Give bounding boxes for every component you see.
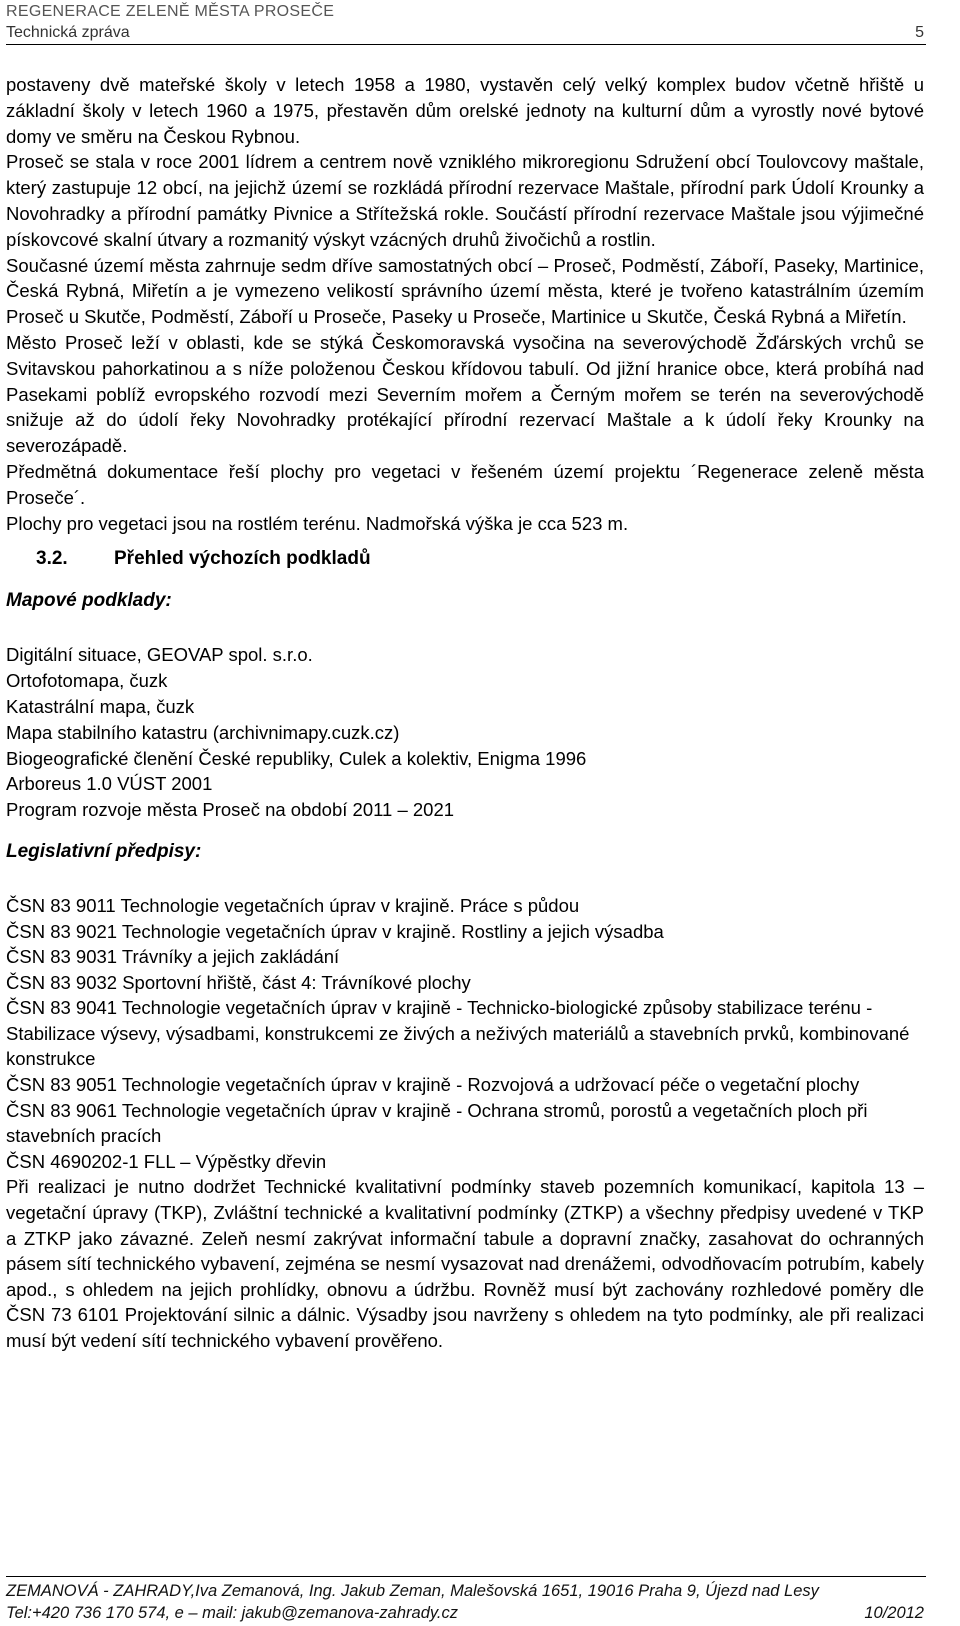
list-item: ČSN 83 9021 Technologie vegetačních úprav v krajině. Rostliny a jejich výsadba [6, 920, 664, 942]
list-item: Mapa stabilního katastru (archivnimapy.cuzk.cz) [6, 721, 400, 743]
list-item: ČSN 83 9032 Sportovní hřiště, část 4: Trávníkové plochy [6, 971, 471, 993]
legislation-list [6, 893, 924, 1175]
footer-company: ZEMANOVÁ - ZAHRADY,Iva Zemanová, Ing. Jakub Zeman, Malešovská 1651, 19016 Praha 9, Újezd nad Lesy [6, 1582, 819, 1600]
document-type: Technická zpráva [6, 24, 130, 41]
paragraph: Předmětná dokumentace řeší plochy pro vegetaci v řešeném území projektu ´Regenerace zeleně města Proseče´. [6, 460, 924, 508]
section-heading [6, 546, 924, 572]
list-item: Biogeografické členění České republiky, Culek a kolektiv, Enigma 1996 [6, 747, 587, 769]
page-footer [6, 1576, 926, 1624]
section-title: Přehled výchozích podkladů [114, 548, 371, 570]
legislation-heading: Legislativní předpisy: [6, 840, 202, 862]
paragraph: Současné území města zahrnuje sedm dříve samostatných obcí – Proseč, Podměstí, Záboří, Paseky, Martinice, Česká Rybná, Miřetín a je vymezeno velikostí správního území města, které je tvořeno katastrálním územím Proseč u Skutče, Podměstí, Záboří u Proseče, Paseky u Proseče, Martinice u Skutče, Česká Rybná a Miřetín. [6, 254, 924, 328]
paragraph: Proseč se stala v roce 2001 lídrem a centrem nově vzniklého mikroregionu Sdružení obcí Toulovcovy maštale, který zastupuje 12 obcí, na jejichž území se rozkládá přírodní rezervace Maštale, přírodní park Údolí Krounky a Novohradky a přírodní památky Pivnice a Střítežská rokle. Součástí přírodní rezervace Maštale jsou výjimečné pískovcové skalní útvary a rozmanitý výskyt vzácných druhů živočichů a rostlin. [6, 151, 924, 250]
list-item: Katastrální mapa, čuzk [6, 695, 195, 717]
list-item: ČSN 83 9031 Trávníky a jejich zakládání [6, 946, 340, 968]
paragraph: Při realizaci je nutno dodržet Technické kvalitativní podmínky staveb pozemních komunikací, kapitola 13 – vegetační úpravy (TKP), Zvláštní technické a kvalitativní podmínky (ZTKP) a všechny předpisy uvedené v TKP a ZTKP jako závazné. Zeleň nesmí zakrývat informační tabule a dopravní značky, zasahovat do ochranných pásem sítí technického vybavení, zejména se nesmí vysazovat nad drenážemi, odvodňovacím potrubím, kabely apod., s ohledem na jejich prohlídky, obnovu a údržbu. Rovněž musí být zachovány rozhledové poměry dle ČSN 73 6101 Projektování silnic a dálnic. Výsadby jsou navrženy s ohledem na tyto podmínky, ale při realizaci musí být vedení sítí technického vybavení prověřeno. [6, 1176, 924, 1352]
map-sources-heading: Mapové podklady: [6, 590, 172, 612]
project-title: REGENERACE ZELENĚ MĚSTA PROSEČE [6, 3, 335, 20]
list-item: ČSN 4690202-1 FLL – Výpěstky dřevin [6, 1150, 327, 1172]
list-item: ČSN 83 9051 Technologie vegetačních úprav v krajině - Rozvojová a udržovací péče o vegetační plochy [6, 1074, 860, 1096]
list-item: Digitální situace, GEOVAP spol. s.r.o. [6, 644, 313, 666]
list-item: ČSN 83 9011 Technologie vegetačních úprav v krajině. Práce s půdou [6, 894, 580, 916]
footer-contact: Tel:+420 736 170 574, e – mail: jakub@zemanova-zahrady.cz [6, 1604, 458, 1622]
list-item: Program rozvoje města Proseč na období 2011 – 2021 [6, 799, 455, 821]
paragraph: Město Proseč leží v oblasti, kde se stýká Českomoravská vysočina na severovýchodě Žďárských vrchů se Svitavskou pahorkatinou a s níže položenou Českou křídovou tabulí. Od jižní hranice obce, která probíhá nad Pasekami poblíž evropského rozvodí mezi Severním mořem a Černým mořem se terén na severovýchodě snižuje až do údolí řeky Novohradky protékající přírodní rezervací Maštale a k údolí řeky Krounky na severozápadě. [6, 331, 924, 457]
list-item: ČSN 83 9061 Technologie vegetačních úprav v krajině - Ochrana stromů, porostů a vegetačních ploch při stavebních pracích [6, 1099, 868, 1147]
section-number: 3.2. [36, 548, 68, 570]
page-content [6, 72, 924, 1354]
page-header [6, 2, 926, 45]
list-item: ČSN 83 9041 Technologie vegetačních úprav v krajině - Technicko-biologické způsoby stabilizace terénu - Stabilizace výsevy, výsadbami, konstrukcemi ze živých a neživých materiálů a stavebních prvků, kombinované konstrukce [6, 997, 910, 1070]
final-section [6, 1174, 924, 1353]
paragraph: Plochy pro vegetaci jsou na rostlém terénu. Nadmořská výška je cca 523 m. [6, 512, 629, 534]
page-number: 5 [915, 24, 924, 41]
footer-contact-row [6, 1602, 926, 1624]
footer-date: 10/2012 [864, 1604, 924, 1622]
list-item: Arboreus 1.0 VÚST 2001 [6, 773, 213, 795]
list-item: Ortofotomapa, čuzk [6, 670, 168, 692]
map-sources-list [6, 642, 924, 823]
paragraph: postaveny dvě mateřské školy v letech 1958 a 1980, vystavěn celý velký komplex budov včetně hřiště u základní školy v letech 1960 a 1975, přestavěn dům orelské jednoty na kulturní dům a vyrostly nové bytové domy ve směru na Českou Rybnou. [6, 74, 924, 147]
